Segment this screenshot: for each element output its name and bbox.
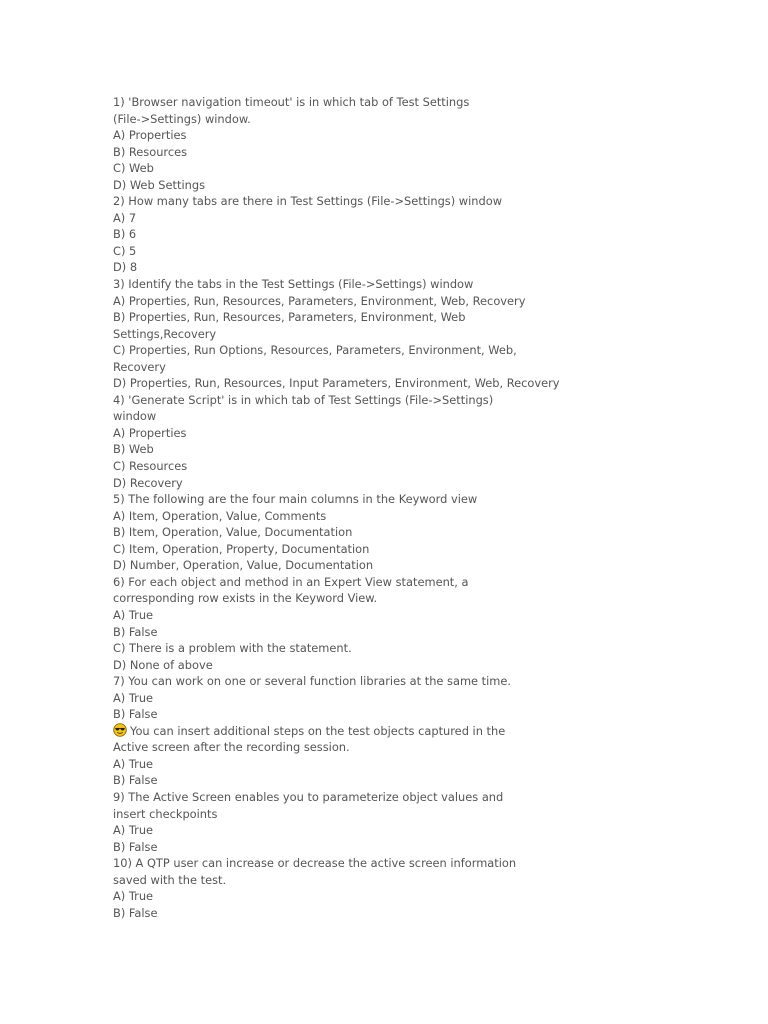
question-5-option-c: C) Item, Operation, Property, Documentation <box>113 541 370 556</box>
question-1-line-1: 1) 'Browser navigation timeout' is in which tab of Test Settings <box>113 95 470 109</box>
question-3-option-b-line-2: Settings,Recovery <box>113 326 217 341</box>
question-2-option-d: D) 8 <box>113 260 138 275</box>
question-3: 3) Identify the tabs in the Test Settings (File->Settings) window <box>113 277 474 292</box>
question-10-option-a: A) True <box>113 889 154 904</box>
question-5: 5) The following are the four main columns in the Keyword view <box>113 492 478 507</box>
question-3-option-c-line-1: C) Properties, Run Options, Resources, Parameters, Environment, Web, <box>113 343 517 358</box>
question-5-option-a: A) Item, Operation, Value, Comments <box>113 508 327 523</box>
question-6-option-b: B) False <box>113 624 158 639</box>
question-6-option-a: A) True <box>113 607 154 622</box>
question-9-option-b: B) False <box>113 839 158 854</box>
question-10-line-1: 10) A QTP user can increase or decrease the active screen information <box>113 856 517 871</box>
question-4-option-c: C) Resources <box>113 459 188 474</box>
question-6-line-2: corresponding row exists in the Keyword View. <box>113 591 378 606</box>
question-1-option-c: C) Web <box>113 161 154 176</box>
question-1-option-d: D) Web Settings <box>113 177 206 192</box>
question-1-option-b: B) Resources <box>113 144 188 159</box>
question-3-option-c-line-2: Recovery <box>113 359 166 374</box>
question-7-option-b: B) False <box>113 707 158 722</box>
question-4-line-1: 4) 'Generate Script' is in which tab of Test Settings (File->Settings) <box>113 392 494 407</box>
sunglasses-smiley-icon <box>113 723 127 737</box>
question-6-option-d: D) None of above <box>113 657 213 672</box>
question-3-option-a: A) Properties, Run, Resources, Parameters, Environment, Web, Recovery <box>113 293 526 308</box>
question-1-line-2: (File->Settings) window. <box>113 111 251 126</box>
question-2-option-b: B) 6 <box>113 227 137 242</box>
question-3-option-b-line-1: B) Properties, Run, Resources, Parameters, Environment, Web <box>113 310 466 325</box>
question-5-option-b: B) Item, Operation, Value, Documentation <box>113 525 353 540</box>
question-6-line-1: 6) For each object and method in an Expert View statement, a <box>113 574 469 589</box>
question-2-option-a: A) 7 <box>113 210 137 225</box>
question-4-option-a: A) Properties <box>113 425 187 440</box>
question-7: 7) You can work on one or several function libraries at the same time. <box>113 674 512 689</box>
question-8-line-1 <box>113 723 573 740</box>
question-9-option-a: A) True <box>113 823 154 838</box>
question-9-line-1: 9) The Active Screen enables you to parameterize object values and <box>113 789 504 804</box>
question-8-option-a: A) True <box>113 756 154 771</box>
question-9-line-2: insert checkpoints <box>113 806 218 821</box>
question-6-option-c: C) There is a problem with the statement. <box>113 641 352 656</box>
question-8-text: You can insert additional steps on the test objects captured in the <box>130 723 506 738</box>
question-2-option-c: C) 5 <box>113 243 137 258</box>
question-7-option-a: A) True <box>113 690 154 705</box>
question-8-line-2: Active screen after the recording session. <box>113 740 350 755</box>
question-4-option-b: B) Web <box>113 442 154 457</box>
question-2: 2) How many tabs are there in Test Settings (File->Settings) window <box>113 194 503 209</box>
question-3-option-d: D) Properties, Run, Resources, Input Parameters, Environment, Web, Recovery <box>113 376 560 391</box>
question-1-option-a: A) Properties <box>113 128 187 143</box>
quiz-document <box>113 94 573 921</box>
question-5-option-d: D) Number, Operation, Value, Documentation <box>113 558 374 573</box>
question-4-option-d: D) Recovery <box>113 475 183 490</box>
question-10-option-b: B) False <box>113 905 158 920</box>
question-10-line-2: saved with the test. <box>113 872 227 887</box>
question-8-option-b: B) False <box>113 773 158 788</box>
question-4-line-2: window <box>113 409 157 424</box>
